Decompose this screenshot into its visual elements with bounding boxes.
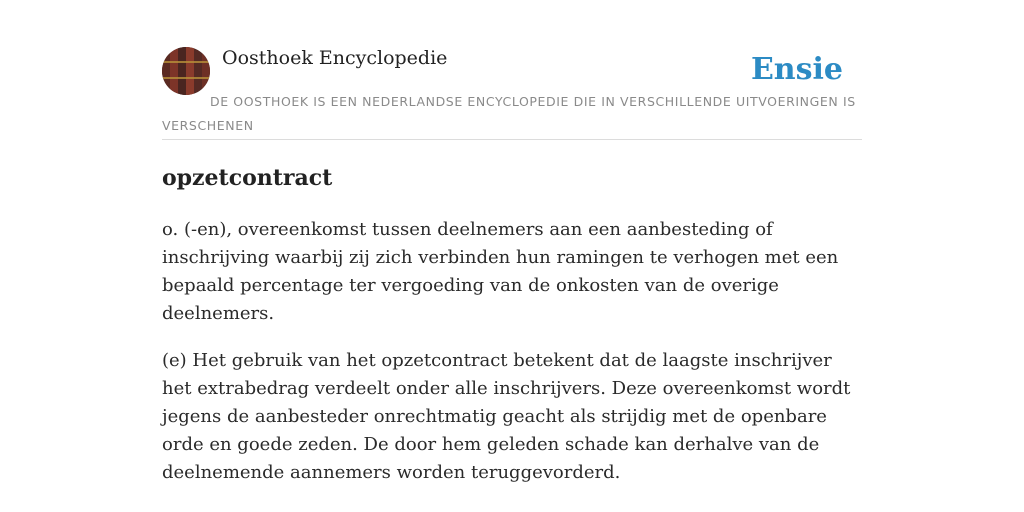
entry-paragraph: o. (-en), overeenkomst tussen deelnemers aan een aanbesteding of inschrijving waarbij zij zich verbinden hun ramingen te verhogen met een bepaald percentage ter vergoeding van de onkosten van de overige deelnemers. bbox=[162, 219, 839, 324]
entry-paragraph: (e) Het gebruik van het opzetcontract betekent dat de laagste inschrijver het extrabedrag verdeelt onder alle inschrijvers. Deze overeenkomst wordt jegens de aanbesteder onrechtmatig geacht als strijdig met de openbare orde en goede zeden. De door hem geleden schade kan derhalve van de deelnemende aannemers worden teruggevorderd. bbox=[162, 350, 851, 483]
site-header bbox=[162, 46, 862, 140]
site-title[interactable]: Oosthoek Encyclopedie bbox=[222, 47, 448, 69]
book-spines-icon[interactable] bbox=[162, 47, 210, 95]
entry-title: opzetcontract bbox=[162, 165, 333, 191]
site-description: DE OOSTHOEK IS EEN NEDERLANDSE ENCYCLOPEDIE DIE IN VERSCHILLENDE UITVOERINGEN IS VERSCHENEN bbox=[162, 94, 856, 133]
entry-content bbox=[162, 216, 862, 506]
brand-logo[interactable]: Ensie bbox=[750, 52, 843, 87]
